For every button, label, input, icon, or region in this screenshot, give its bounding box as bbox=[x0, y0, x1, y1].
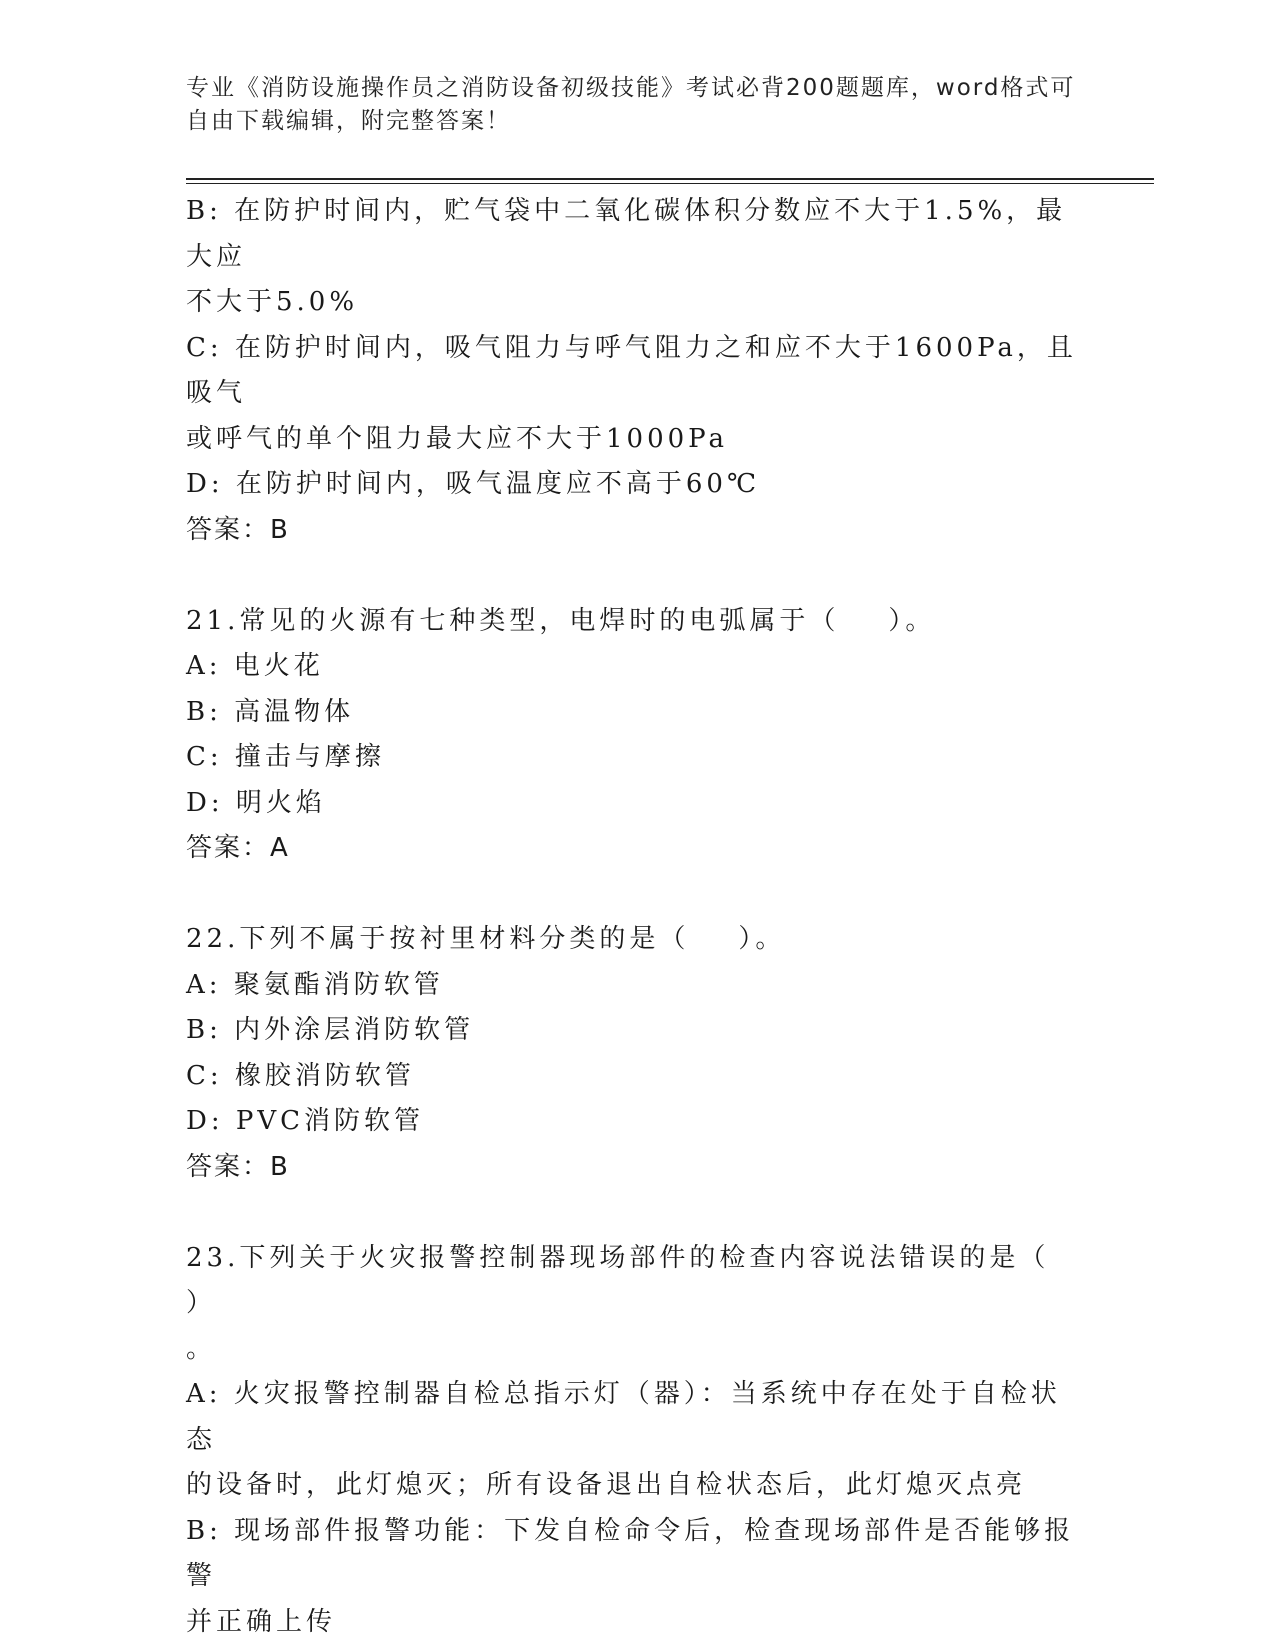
option-line: 或呼气的单个阻力最大应不大于1000Pa bbox=[186, 423, 728, 454]
previous-question-block bbox=[186, 189, 1086, 553]
question-stem: 22.下列不属于按衬里材料分类的是（ ）。 bbox=[186, 924, 786, 954]
option-line: D: 在防护时间内，吸气温度应不高于60℃ bbox=[186, 469, 761, 499]
spacer bbox=[186, 1190, 1086, 1236]
option-line: A: 聚氨酯消防软管 bbox=[186, 969, 444, 1000]
option-line: B: 现场部件报警功能：下发自检命令后，检查现场部件是否能够报警 bbox=[186, 1515, 1075, 1591]
option-line: C: 橡胶消防软管 bbox=[186, 1060, 415, 1091]
header-line-2: 自由下载编辑，附完整答案！ bbox=[186, 108, 511, 134]
option-line: B: 在防护时间内，贮气袋中二氧化碳体积分数应不大于1.5%，最大应 bbox=[186, 196, 1067, 272]
option-line: A: 火灾报警控制器自检总指示灯（器）：当系统中存在处于自检状态 bbox=[186, 1379, 1061, 1455]
option-line: 并正确上传 bbox=[186, 1606, 337, 1637]
option-line: A: 电火花 bbox=[186, 651, 324, 681]
answer-line: 答案：B bbox=[186, 1151, 290, 1182]
question-stem: 21.常见的火源有七种类型，电焊时的电弧属于（ ）。 bbox=[186, 605, 936, 636]
option-line: D: 明火焰 bbox=[186, 787, 326, 818]
header-rule-top bbox=[186, 178, 1154, 180]
header-line-1: 专业《消防设施操作员之消防设备初级技能》考试必背200题题库，word格式可 bbox=[186, 75, 1076, 101]
option-line: 不大于5.0% bbox=[186, 287, 359, 317]
spacer bbox=[186, 872, 1086, 918]
answer-line: 答案：A bbox=[186, 833, 290, 863]
question-stem: 23.下列关于火灾报警控制器现场部件的检查内容说法错误的是（ ） bbox=[186, 1242, 1099, 1318]
question-content bbox=[186, 189, 1099, 1645]
spacer bbox=[186, 553, 1086, 599]
option-line: B: 内外涂层消防软管 bbox=[186, 1015, 475, 1045]
question-21-block bbox=[186, 599, 1086, 872]
question-23-block bbox=[186, 1236, 1099, 1646]
answer-line: 答案：B bbox=[186, 514, 290, 545]
option-line: C: 撞击与摩擦 bbox=[186, 742, 385, 772]
option-line: 的设备时，此灯熄灭；所有设备退出自检状态后，此灯熄灭点亮 bbox=[186, 1470, 1027, 1500]
option-line: B: 高温物体 bbox=[186, 696, 355, 727]
question-stem-continuation: 。 bbox=[186, 1333, 217, 1364]
question-22-block bbox=[186, 917, 1086, 1190]
document-header bbox=[186, 72, 1086, 138]
option-line: C: 在防护时间内，吸气阻力与呼气阻力之和应不大于1600Pa，且吸气 bbox=[186, 332, 1077, 408]
header-rule-bottom bbox=[186, 183, 1154, 184]
option-line: D: PVC消防软管 bbox=[186, 1106, 425, 1136]
